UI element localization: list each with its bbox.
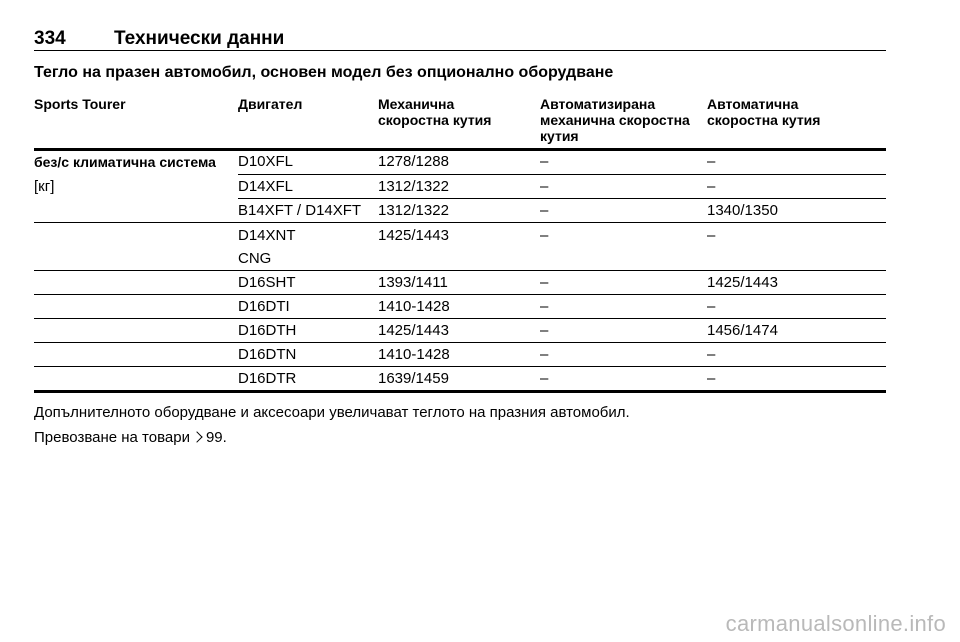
manual-cell: 1410-1428 <box>378 346 450 363</box>
engine-cell: B14XFT / D14XFT <box>238 202 362 219</box>
page-reference-arrow-icon <box>191 431 202 442</box>
engine-cell: D14XFL <box>238 178 294 195</box>
engine-cell: D16DTR <box>238 370 297 387</box>
automatic-cell: 1425/1443 <box>707 274 778 291</box>
table-bottom-rule <box>34 390 886 393</box>
automated-cell: – <box>540 178 549 195</box>
note-cargo-text: Превозване на товари <box>34 429 190 446</box>
automatic-cell: 1456/1474 <box>707 322 778 339</box>
manual-cell: 1312/1322 <box>378 202 449 219</box>
engine-cell: D14XNT <box>238 227 296 244</box>
col-header-manual: Механична скоростна кутия <box>378 96 492 128</box>
engine-cell: D16DTI <box>238 298 290 315</box>
row-divider <box>34 222 886 223</box>
section-title: Тегло на празен автомобил, основен модел без опционално оборудване <box>34 64 614 81</box>
table-header-rule <box>34 148 886 151</box>
automatic-cell: – <box>707 298 716 315</box>
row-divider <box>34 318 886 319</box>
col-header-engine: Двигател <box>238 96 303 112</box>
automatic-cell: – <box>707 370 716 387</box>
manual-cell: 1312/1322 <box>378 178 449 195</box>
automatic-cell: 1340/1350 <box>707 202 778 219</box>
automated-cell: – <box>540 346 549 363</box>
manual-cell: 1425/1443 <box>378 227 449 244</box>
row-divider <box>34 342 886 343</box>
manual-cell: 1278/1288 <box>378 153 449 170</box>
automated-cell: – <box>540 227 549 244</box>
engine-cell: D16SHT <box>238 274 296 291</box>
automated-cell: – <box>540 153 549 170</box>
automated-cell: – <box>540 202 549 219</box>
col-header-model: Sports Tourer <box>34 96 126 112</box>
page-number: 334 <box>34 28 66 49</box>
col-header-automatic: Автоматична скоростна кутия <box>707 96 821 128</box>
row-label: без/с климатична система <box>34 154 216 170</box>
automatic-cell: – <box>707 346 716 363</box>
col-header-automated: Автоматизирана механична скоростна кутия <box>540 96 690 144</box>
page-reference-link[interactable]: 99. <box>205 429 227 446</box>
engine-cell: D10XFL <box>238 153 294 170</box>
engine-fuel-cell: CNG <box>238 250 272 267</box>
row-divider <box>238 174 886 175</box>
chapter-title: Технически данни <box>114 28 285 49</box>
automatic-cell: – <box>707 153 716 170</box>
unit-label: [кг] <box>34 178 55 195</box>
manual-cell: 1393/1411 <box>378 274 448 291</box>
engine-cell: D16DTH <box>238 322 297 339</box>
row-divider <box>34 294 886 295</box>
page-header <box>34 22 886 51</box>
note-equipment: Допълнителното оборудване и аксесоари увеличават теглото на празния автомобил. <box>34 404 630 421</box>
manual-cell: 1425/1443 <box>378 322 449 339</box>
engine-cell: D16DTN <box>238 346 297 363</box>
automated-cell: – <box>540 370 549 387</box>
manual-cell: 1410-1428 <box>378 298 450 315</box>
watermark: carmanualsonline.info <box>725 611 946 636</box>
automatic-cell: – <box>707 178 716 195</box>
automatic-cell: – <box>707 227 716 244</box>
note-cargo <box>34 429 227 446</box>
automated-cell: – <box>540 274 549 291</box>
row-divider <box>238 198 886 199</box>
automated-cell: – <box>540 322 549 339</box>
row-divider <box>34 270 886 271</box>
row-divider <box>34 366 886 367</box>
automated-cell: – <box>540 298 549 315</box>
manual-cell: 1639/1459 <box>378 370 449 387</box>
